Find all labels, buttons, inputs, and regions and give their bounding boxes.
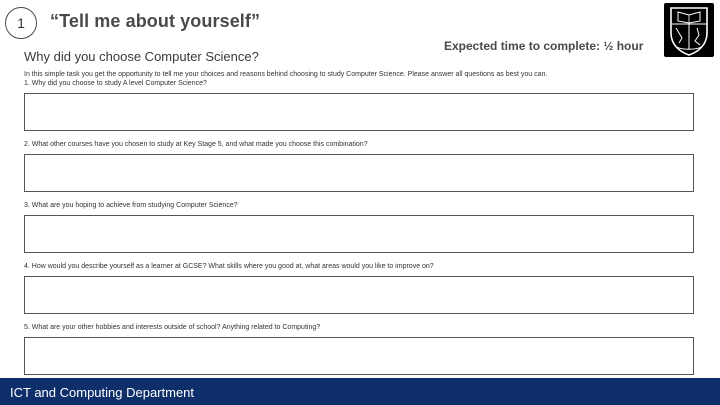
question-1-label: 1. Why did you choose to study A level Computer Science? bbox=[24, 80, 207, 87]
question-5-label: 5. What are your other hobbies and interests outside of school? Anything related to Computing? bbox=[24, 324, 321, 331]
department-name: ICT and Computing Department bbox=[10, 385, 195, 400]
school-crest-icon bbox=[664, 3, 714, 57]
page-title: “Tell me about yourself” bbox=[50, 11, 261, 31]
question-2-answer-box[interactable] bbox=[24, 154, 694, 192]
question-1-answer-box[interactable] bbox=[24, 93, 694, 131]
question-5-answer-box[interactable] bbox=[24, 337, 694, 375]
question-2-label: 2. What other courses have you chosen to study at Key Stage 5, and what made you choose this combination? bbox=[24, 141, 368, 148]
step-number-badge bbox=[5, 7, 37, 39]
footer-bar bbox=[0, 378, 720, 405]
question-3-label: 3. What are you hoping to achieve from studying Computer Science? bbox=[24, 202, 238, 209]
question-4-label: 4. How would you describe yourself as a learner at GCSE? What skills where you good at, what areas would you like to improve on? bbox=[24, 263, 434, 270]
section-subtitle: Why did you choose Computer Science? bbox=[24, 49, 259, 64]
step-number: 1 bbox=[17, 15, 25, 31]
question-4-answer-box[interactable] bbox=[24, 276, 694, 314]
intro-text: In this simple task you get the opportunity to tell me your choices and reasons behind choosing to study Computer Science. Please answer all questions as best you can. bbox=[24, 71, 548, 78]
expected-time: Expected time to complete: ½ hour bbox=[444, 39, 644, 53]
question-3-answer-box[interactable] bbox=[24, 215, 694, 253]
